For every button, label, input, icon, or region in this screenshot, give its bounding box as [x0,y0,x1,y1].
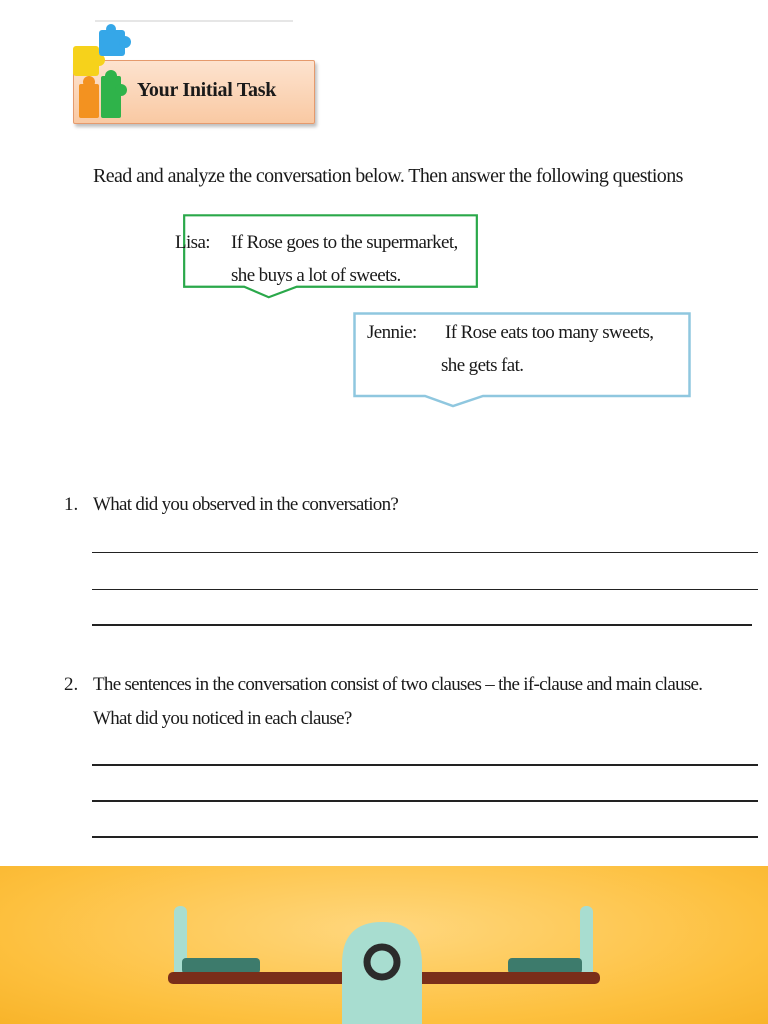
question-2-line-1: The sentences in the conversation consist of two clauses – the if-clause and main clause. [93,674,703,695]
question-2-answer-line-3[interactable] [92,836,758,838]
jennie-line-1: If Rose eats too many sweets, [445,322,654,343]
question-2-line-2: What did you noticed in each clause? [93,708,352,729]
question-1-answer-line-3[interactable] [92,624,752,626]
lisa-line-2: she buys a lot of sweets. [231,265,401,286]
lisa-speaker: Lisa: [175,232,210,253]
question-1-number: 1. [64,494,79,515]
puzzle-pieces-icon [71,24,136,122]
top-divider [95,20,293,22]
seesaw-icon [160,896,610,1024]
question-2-answer-line-1[interactable] [92,764,758,766]
jennie-line-2: she gets fat. [441,355,524,376]
question-2-answer-line-2[interactable] [92,800,758,802]
question-1-answer-line-2[interactable] [92,589,758,590]
question-1-answer-line-1[interactable] [92,552,758,553]
question-1-text: What did you observed in the conversation? [93,494,399,515]
jennie-speaker: Jennie: [367,322,417,343]
task-title: Your Initial Task [137,79,277,101]
instructions-text: Read and analyze the conversation below. Then answer the following questions [93,165,683,187]
lisa-line-1: If Rose goes to the supermarket, [231,232,458,253]
question-2-number: 2. [64,674,79,695]
